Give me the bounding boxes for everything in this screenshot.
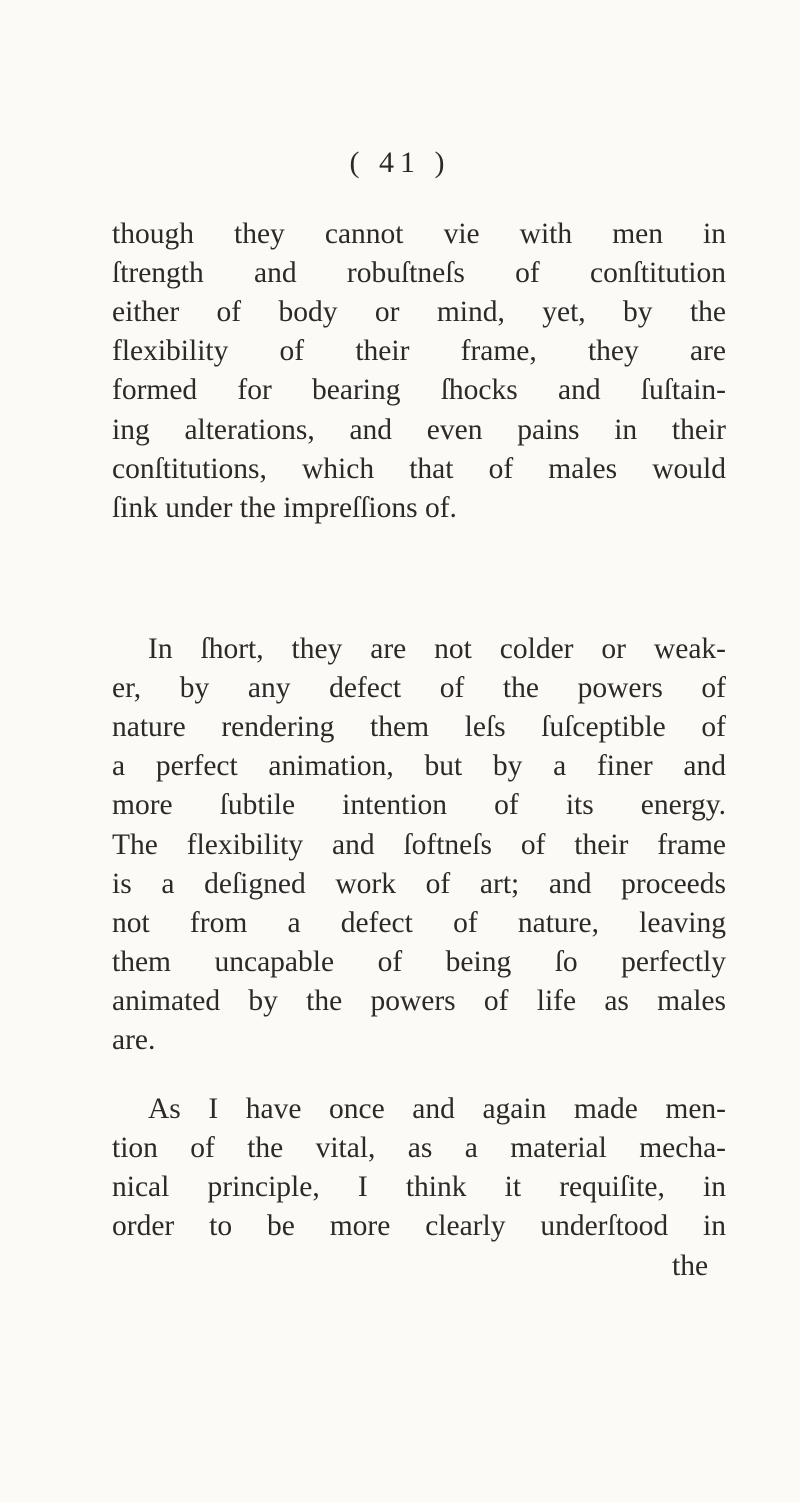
text-line: ing alterations, and even pains in their xyxy=(112,413,726,446)
text-line: not from a defect of nature, leaving xyxy=(112,906,726,939)
text-line: animated by the powers of life as males xyxy=(112,984,726,1017)
text-line: more ſubtile intention of its energy. xyxy=(112,789,726,822)
text-line: formed for bearing ſhocks and ſuſtain- xyxy=(112,374,726,407)
text-line: er, by any defect of the powers of xyxy=(112,672,726,705)
text-line: flexibility of their frame, they are xyxy=(112,335,726,368)
text-line: In ſhort, they are not colder or weak- xyxy=(148,633,726,665)
text-line: though they cannot vie with men in xyxy=(112,218,726,250)
text-line: tion of the vital, as a material mecha- xyxy=(112,1132,726,1165)
text-line: ſink under the impreſſions of. xyxy=(112,491,457,524)
text-line: order to be more clearly underſtood in xyxy=(112,1210,726,1243)
text-line: them uncapable of being ſo perfectly xyxy=(112,945,726,978)
text-line: As I have once and again made men- xyxy=(148,1093,726,1125)
text-line: ſtrength and robuſtneſs of conſtitution xyxy=(112,257,726,290)
text-line: is a deſigned work of art; and proceeds xyxy=(112,867,726,900)
text-line: either of body or mind, yet, by the xyxy=(112,296,726,329)
text-line: are. xyxy=(112,1024,156,1056)
page-number: ( 41 ) xyxy=(349,146,451,179)
text-line: The flexibility and ſoftneſs of their frame xyxy=(112,828,726,861)
text-line: a perfect animation, but by a finer and xyxy=(112,750,726,783)
text-line: nature rendering them leſs ſuſceptible of xyxy=(112,711,726,744)
text-line: conſtitutions, which that of males would xyxy=(112,452,726,485)
text-line: nical principle, I think it requiſite, in xyxy=(112,1171,726,1204)
catchword: the xyxy=(672,1250,709,1282)
